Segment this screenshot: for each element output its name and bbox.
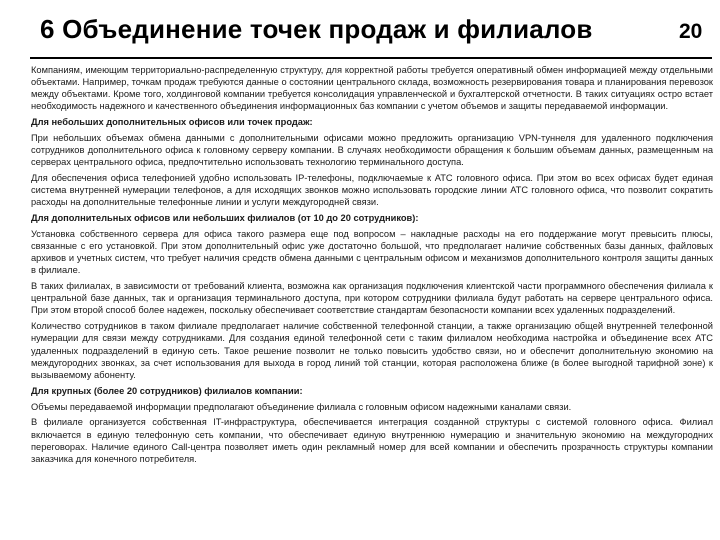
paragraph-own-server: Установка собственного сервера для офиса такого размера еще под вопросом – накладные расходы на его поддержание могут превысить плюсы, связанные с его установкой. При этом дополнительный офис уже достаточно большой, что предполагает наличие собственных базы данных, файловых архивов и учетных систем, что требует наличия средств обмена данными с центральным офисом и механизмов дополнительного контроля защиты данных в филиале. [31,229,713,276]
slide-body [31,64,713,469]
slide-title: 6 Объединение точек продаж и филиалов [40,14,593,44]
intro-paragraph: Компаниям, имеющим территориально-распределенную структуру, для корректной работы требуется оперативный обмен информацией между отдельными объектами. Например, точкам продаж требуются данные о состоянии центрального склада, возможность резервирования товара и планирования перевозок между объектами. Кроме того, холдинговой компании требуется консолидация управленческой и бухгалтерской отчетности. В таких ситуациях остро встает необходимость надежного и качественного объединения информационных баз компании с учетом объемов и защиты передаваемой информации. [31,65,713,112]
section-heading-small-offices: Для небольших дополнительных офисов или точек продаж: [31,117,313,128]
paragraph-ip-telephony: Для обеспечения офиса телефонией удобно использовать IP-телефоны, подключаемые к АТС головного офиса. При этом во всех офисах будет единая система внутренней нумерации телефонов, а для исходящих звонков можно использовать городские линии АТС головного офиса, что позволит сократить расходы на дополнительные телефонные линии и услуги междугородней связи. [31,173,713,208]
paragraph-it-infrastructure: В филиале организуется собственная IT-инфраструктура, обеспечивается интеграция созданной структуры с системой головного офиса. Филиал включается в единую телефонную сеть компании, что обеспечивает единую внутреннюю нумерацию и значительную экономию на междугородних переговорах. Наличие единого Call-центра позволяет иметь один рекламный номер для всей компании и обеспечить прозрачность структуры компании заказчика для конечного потребителя. [31,417,713,464]
paragraph-data-channels: Объемы передаваемой информации предполагают объединение филиала с головным офисом надежными каналами связи. [31,401,572,412]
paragraph-phone-station: Количество сотрудников в таком филиале предполагает наличие собственной телефонной станции, а также организацию общей внутренней телефонной нумерации для связи между сотрудниками. Для создания единой телефонной сети с таким филиалом необходима настройка и объединение всех АТС удаленных подразделений в единую сеть. Такое решение позволит не только повысить удобство связи, но и обеспечит дополнительную экономию на междугородних звонках, за счет использования для выхода в город линий той станции, которая расположена ближе (в более выгодной тарифной зоне) к вызываемому абоненту. [31,321,713,380]
section-heading-medium-branches: Для дополнительных офисов или небольших филиалов (от 10 до 20 сотрудников): [31,213,419,224]
section-heading-large-branches: Для крупных (более 20 сотрудников) филиалов компании: [31,385,303,396]
page-number: 20 [679,20,703,43]
title-divider [30,57,712,59]
paragraph-vpn: При небольших объемах обмена данными с дополнительными офисами можно предложить организацию VPN-туннеля для удаленного подключения сотрудников дополнительного офиса к головному серверу компании. В случаях необходимости обращения к большим объемам данных, размещенным на серверах центрального офиса, предпочтительно использовать технологию терминального доступа. [31,133,713,168]
paragraph-terminal-access: В таких филиалах, в зависимости от требований клиента, возможна как организация подключения клиентской части программного обеспечения филиала к центральной базе данных, так и организация терминального доступа, при котором сотрудники филиала будут работать на сервере центрального офиса. При этом второй способ более надежен, поскольку обеспечивает соответствие стандартам безопасности компании всех удаленных подразделений. [31,281,713,316]
